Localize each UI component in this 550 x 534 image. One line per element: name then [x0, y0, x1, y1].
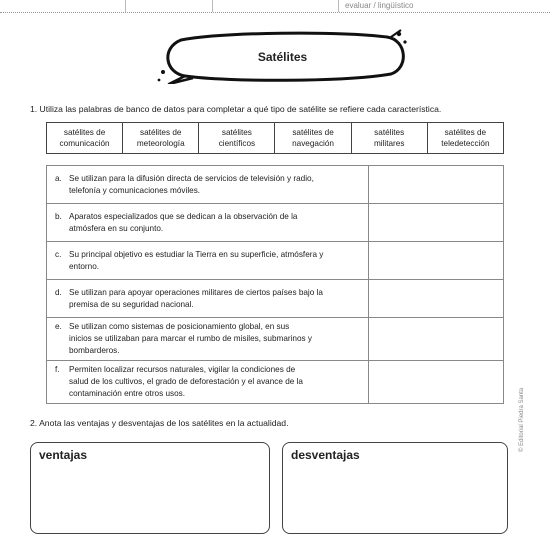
word-bank-cell: satélites de meteorología: [123, 123, 199, 154]
advantages-box[interactable]: [30, 442, 270, 534]
characteristic-text: a. Se utilizan para la difusión directa de servicios de televisión y radio, telefonía y comunicaciones móviles.: [47, 166, 369, 204]
table-row: [47, 361, 504, 404]
header-divider: [338, 0, 339, 12]
table-row: [47, 204, 504, 242]
word-bank-cell: satélites científicos: [199, 123, 275, 154]
page-title: Satélites: [257, 50, 308, 64]
title-banner: [155, 28, 410, 84]
word-bank-cell: satélites militares: [351, 123, 427, 154]
word-bank-cell: satélites de teledetección: [427, 123, 503, 154]
header-rule: [0, 12, 550, 13]
table-row: [47, 280, 504, 318]
question-2: 2. Anota las ventajas y desventajas de los satélites en la actualidad.: [30, 418, 289, 428]
answer-cell[interactable]: [369, 242, 504, 280]
disadvantages-label: desventajas: [291, 448, 360, 462]
disadvantages-box[interactable]: [282, 442, 508, 534]
characteristic-text: f. Permiten localizar recursos naturales, vigilar la condiciones de salud de los cultivos, el grado de deforestación y el avance de la contaminación entre otros usos.: [47, 361, 369, 404]
word-bank: [46, 122, 504, 154]
answer-cell[interactable]: [369, 318, 504, 361]
answer-cell[interactable]: [369, 280, 504, 318]
answer-cell[interactable]: [369, 204, 504, 242]
word-bank-cell: satélites de navegación: [275, 123, 351, 154]
page-header: [0, 0, 550, 14]
advantages-label: ventajas: [39, 448, 88, 462]
answer-cell[interactable]: [369, 361, 504, 404]
characteristic-text: e. Se utilizan como sistemas de posicionamiento global, en sus inicios se utilizaban para marcar el rumbo de misiles, submarinos y bombarderos.: [47, 318, 369, 361]
characteristic-text: c. Su principal objetivo es estudiar la Tierra en su superficie, atmósfera y entorno.: [47, 242, 369, 280]
table-row: [47, 242, 504, 280]
characteristic-text: d. Se utilizan para apoyar operaciones militares de ciertos países bajo la premisa de su seguridad nacional.: [47, 280, 369, 318]
word-bank-cell: satélites de comunicación: [47, 123, 123, 154]
question-1: 1. Utiliza las palabras de banco de datos para completar a qué tipo de satélite se refiere cada característica.: [30, 104, 442, 114]
header-divider: [125, 0, 126, 12]
answer-cell[interactable]: [369, 166, 504, 204]
table-row: [47, 318, 504, 361]
skills-label: evaluar / lingüístico: [345, 1, 414, 10]
publisher-credit: © Editorial Piedra Santa: [519, 387, 525, 452]
characteristic-text: b. Aparatos especializados que se dedican a la observación de la atmósfera en su conjunto.: [47, 204, 369, 242]
characteristics-table: [46, 165, 504, 404]
header-divider: [212, 0, 213, 12]
table-row: [47, 166, 504, 204]
